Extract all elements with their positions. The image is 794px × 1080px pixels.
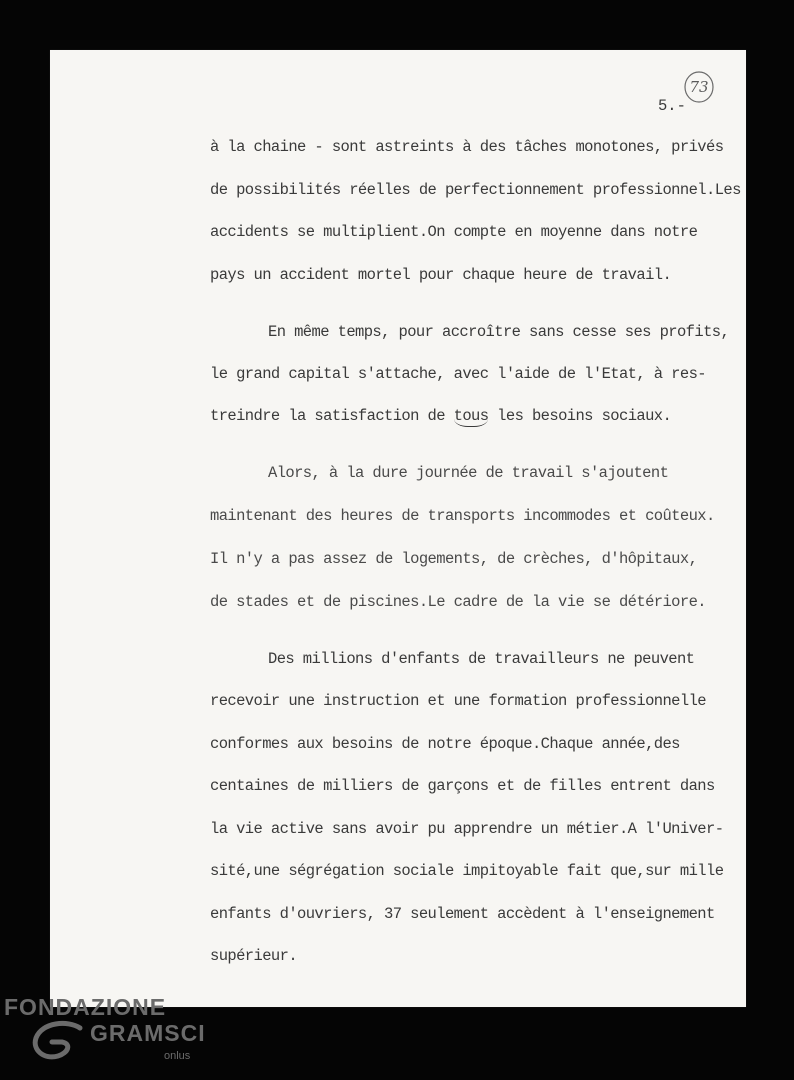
watermark-line-1: FONDAZIONE: [4, 994, 167, 1020]
underlined-word: tous: [453, 407, 489, 425]
typed-page: [50, 50, 746, 1007]
text-line-16: la vie active sans avoir pu apprendre un métier.A l'Univer-: [210, 820, 724, 838]
text-line-3: accidents se multiplient.On compte en moyenne dans notre: [210, 223, 698, 241]
gramsci-logo-icon: [28, 1018, 88, 1062]
text-line-11: de stades et de piscines.Le cadre de la vie se détériore.: [210, 593, 706, 611]
watermark-onlus: onlus: [164, 1050, 191, 1062]
text-line-10: Il n'y a pas assez de logements, de crèches, d'hôpitaux,: [210, 550, 698, 568]
text-line-13: recevoir une instruction et une formation professionnelle: [210, 692, 706, 710]
fondazione-gramsci-watermark: [0, 988, 220, 1068]
watermark-line-2: GRAMSCI: [90, 1020, 206, 1046]
svg-text:73: 73: [689, 78, 709, 96]
text-line-14: conformes aux besoins de notre époque.Chaque année,des: [210, 735, 680, 753]
text-line-19: supérieur.: [210, 947, 298, 965]
text-line-4: pays un accident mortel pour chaque heure de travail.: [210, 266, 672, 284]
text-line-18: enfants d'ouvriers, 37 seulement accèdent à l'enseignement: [210, 905, 715, 923]
handwritten-folio-number: [682, 70, 716, 104]
text-line-9: maintenant des heures de transports incommodes et coûteux.: [210, 507, 715, 525]
text-line-2: de possibilités réelles de perfectionnement professionnel.Les: [210, 181, 741, 199]
text-line-6: le grand capital s'attache, avec l'aide de l'Etat, à res-: [210, 365, 706, 383]
text-line-5: En même temps, pour accroître sans cesse ses profits,: [268, 323, 730, 341]
text-line-7-start: treindre la satisfaction de: [210, 407, 454, 425]
text-line-12: Des millions d'enfants de travailleurs ne peuvent: [268, 650, 695, 668]
text-line-8: Alors, à la dure journée de travail s'ajoutent: [268, 464, 669, 482]
text-line-7-end: les besoins sociaux.: [488, 407, 672, 425]
text-line-15: centaines de milliers de garçons et de filles entrent dans: [210, 777, 715, 795]
text-line-7: [210, 409, 671, 425]
page-number: 5.-: [658, 97, 686, 115]
text-line-1: à la chaine - sont astreints à des tâches monotones, privés: [210, 138, 724, 156]
text-line-17: sité,une ségrégation sociale impitoyable fait que,sur mille: [210, 862, 724, 880]
